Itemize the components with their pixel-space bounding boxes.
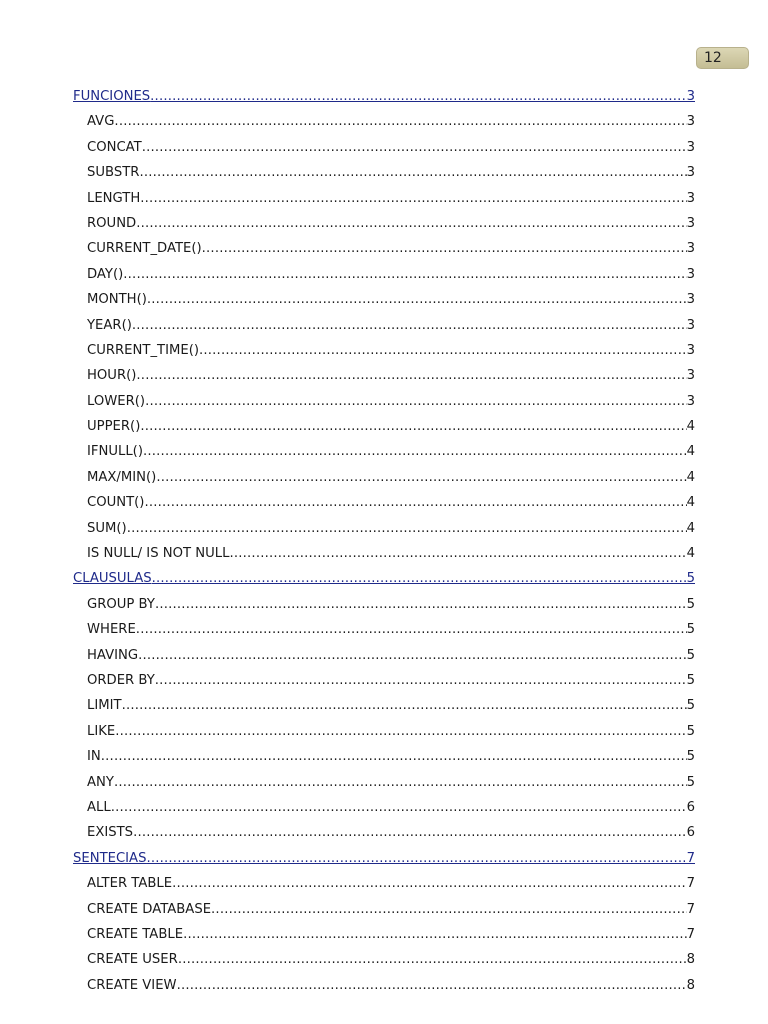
toc-entry-label: EXISTS [87, 825, 134, 841]
toc-dot-leader [143, 442, 687, 462]
toc-entry-label: LOWER() [87, 393, 146, 409]
toc-entry-link[interactable] [73, 646, 695, 671]
toc-page-number: 3 [686, 266, 695, 282]
toc-entry-label: LIMIT [87, 698, 122, 714]
toc-entry-label: UPPER() [87, 419, 141, 435]
toc-dot-leader [139, 163, 686, 183]
toc-page-number: 7 [686, 876, 695, 892]
toc-entry-label: WHERE [87, 622, 136, 638]
toc-page-number: 8 [686, 977, 695, 993]
toc-page-number: 3 [686, 190, 695, 206]
toc-dot-leader [150, 87, 686, 107]
toc-dot-leader [136, 214, 686, 234]
toc-dot-leader [177, 976, 687, 996]
toc-entry-link[interactable] [73, 112, 695, 137]
toc-page-number: 3 [686, 241, 695, 257]
toc-dot-leader [101, 747, 687, 767]
toc-page-number: 7 [686, 850, 695, 866]
toc-entry-label: ANY [87, 774, 114, 790]
toc-section-link[interactable] [73, 569, 695, 594]
toc-entry-link[interactable] [73, 798, 695, 823]
toc-entry-label: SUM() [87, 520, 127, 536]
toc-dot-leader [152, 569, 687, 589]
toc-dot-leader [155, 671, 687, 691]
toc-page-number: 3 [686, 368, 695, 384]
toc-entry-link[interactable] [73, 341, 695, 366]
toc-dot-leader [114, 112, 686, 132]
toc-entry-link[interactable] [73, 189, 695, 214]
toc-dot-leader [155, 595, 687, 615]
toc-entry-link[interactable] [73, 493, 695, 518]
toc-entry-label: MAX/MIN() [87, 469, 157, 485]
toc-entry-label: AVG [87, 114, 115, 130]
toc-dot-leader [211, 900, 687, 920]
toc-entry-link[interactable] [73, 417, 695, 442]
toc-entry-label: SENTECIAS [73, 850, 147, 866]
toc-page-number: 3 [686, 139, 695, 155]
toc-dot-leader [229, 544, 686, 564]
toc-dot-leader [138, 646, 687, 666]
toc-entry-link[interactable] [73, 316, 695, 341]
toc-page-number: 5 [686, 596, 695, 612]
toc-dot-leader [199, 341, 687, 361]
toc-page-number: 4 [686, 495, 695, 511]
toc-dot-leader [146, 849, 686, 869]
toc-entry-label: DAY() [87, 266, 124, 282]
toc-section-link[interactable] [73, 849, 695, 874]
toc-entry-link[interactable] [73, 976, 695, 1001]
toc-page-number: 3 [686, 342, 695, 358]
toc-entry-label: CREATE USER [87, 952, 178, 968]
page-number-badge: 12 [696, 47, 749, 69]
toc-dot-leader [132, 316, 687, 336]
toc-entry-link[interactable] [73, 595, 695, 620]
toc-entry-label: LENGTH [87, 190, 141, 206]
toc-dot-leader [140, 189, 686, 209]
toc-entry-link[interactable] [73, 366, 695, 391]
toc-section-link[interactable] [73, 87, 695, 112]
toc-entry-link[interactable] [73, 468, 695, 493]
toc-page-number: 8 [686, 952, 695, 968]
toc-entry-link[interactable] [73, 823, 695, 848]
toc-page-number: 3 [686, 165, 695, 181]
toc-entry-label: ORDER BY [87, 672, 155, 688]
toc-page-number: 6 [686, 825, 695, 841]
toc-page-number: 5 [686, 571, 695, 587]
toc-entry-label: LIKE [87, 723, 116, 739]
toc-dot-leader [156, 468, 686, 488]
toc-entry-link[interactable] [73, 874, 695, 899]
toc-page-number: 7 [686, 901, 695, 917]
toc-entry-label: ALTER TABLE [87, 876, 173, 892]
toc-entry-label: CURRENT_TIME() [87, 342, 199, 358]
toc-entry-label: HOUR() [87, 368, 137, 384]
toc-dot-leader [122, 696, 687, 716]
toc-page-number: 4 [686, 546, 695, 562]
toc-page-number: 5 [686, 622, 695, 638]
toc-page-number: 5 [686, 698, 695, 714]
toc-entry-link[interactable] [73, 671, 695, 696]
toc-entry-label: IFNULL() [87, 444, 143, 460]
toc-page-number: 6 [686, 799, 695, 815]
toc-page-number: 3 [686, 292, 695, 308]
toc-page-number: 3 [686, 215, 695, 231]
toc-entry-label: GROUP BY [87, 596, 155, 612]
toc-entry-link[interactable] [73, 696, 695, 721]
toc-entry-link[interactable] [73, 925, 695, 950]
toc-entry-link[interactable] [73, 392, 695, 417]
toc-entry-label: YEAR() [87, 317, 132, 333]
toc-entry-link[interactable] [73, 900, 695, 925]
toc-entry-label: CLAUSULAS [73, 571, 152, 587]
toc-entry-link[interactable] [73, 290, 695, 315]
toc-entry-label: MONTH() [87, 292, 147, 308]
toc-entry-label: ROUND [87, 215, 137, 231]
toc-dot-leader [144, 493, 686, 513]
toc-dot-leader [147, 290, 687, 310]
toc-entry-label: CURRENT_DATE() [87, 241, 202, 257]
toc-dot-leader [123, 265, 686, 285]
toc-entry-label: ALL [87, 799, 111, 815]
toc-dot-leader [145, 392, 687, 412]
toc-entry-label: CREATE TABLE [87, 926, 184, 942]
toc-dot-leader [136, 366, 686, 386]
toc-page-number: 5 [686, 774, 695, 790]
toc-dot-leader [136, 620, 687, 640]
toc-entry-label: FUNCIONES [73, 89, 151, 104]
toc-entry-link[interactable] [73, 747, 695, 772]
toc-page-number: 3 [686, 89, 695, 104]
toc-entry-link[interactable] [73, 442, 695, 467]
toc-dot-leader [172, 874, 687, 894]
toc-entry-link[interactable] [73, 163, 695, 188]
toc-entry-link[interactable] [73, 950, 695, 975]
toc-page-number: 5 [686, 723, 695, 739]
toc-entry-link[interactable] [73, 239, 695, 264]
toc-dot-leader [114, 773, 687, 793]
toc-entry-link[interactable] [73, 722, 695, 747]
toc-page-number: 5 [686, 672, 695, 688]
toc-page-number: 4 [686, 520, 695, 536]
toc-entry-label: CONCAT [87, 139, 142, 155]
toc-page-number: 3 [686, 317, 695, 333]
toc-page-number: 3 [686, 114, 695, 130]
toc-dot-leader [111, 798, 687, 818]
toc-entry-label: HAVING [87, 647, 139, 663]
toc-dot-leader [202, 239, 687, 259]
toc-entry-link[interactable] [73, 214, 695, 239]
toc-dot-leader [127, 519, 687, 539]
toc-page-number: 4 [686, 469, 695, 485]
toc-entry-label: IS NULL/ IS NOT NULL [87, 546, 230, 562]
toc-dot-leader [133, 823, 687, 843]
toc-page-number: 4 [686, 419, 695, 435]
toc-entry-label: COUNT() [87, 495, 145, 511]
toc-page-number: 4 [686, 444, 695, 460]
toc-entry-link[interactable] [73, 544, 695, 569]
toc-entry-label: CREATE DATABASE [87, 901, 212, 917]
toc-page-number: 5 [686, 647, 695, 663]
toc-page-number: 7 [686, 926, 695, 942]
toc-entry-link[interactable] [73, 519, 695, 544]
toc-dot-leader [142, 138, 687, 158]
toc-entry-link[interactable] [73, 265, 695, 290]
toc-dot-leader [115, 722, 686, 742]
toc-page-number: 5 [686, 749, 695, 765]
toc-entry-link[interactable] [73, 773, 695, 798]
toc-dot-leader [178, 950, 687, 970]
toc-entry-link[interactable] [73, 620, 695, 645]
toc-dot-leader [183, 925, 687, 945]
toc-page-number: 3 [686, 393, 695, 409]
table-of-contents [73, 87, 695, 1001]
toc-entry-label: IN [87, 749, 101, 765]
toc-entry-link[interactable] [73, 138, 695, 163]
toc-dot-leader [140, 417, 686, 437]
toc-entry-label: SUBSTR [87, 165, 140, 181]
toc-entry-label: CREATE VIEW [87, 977, 177, 993]
